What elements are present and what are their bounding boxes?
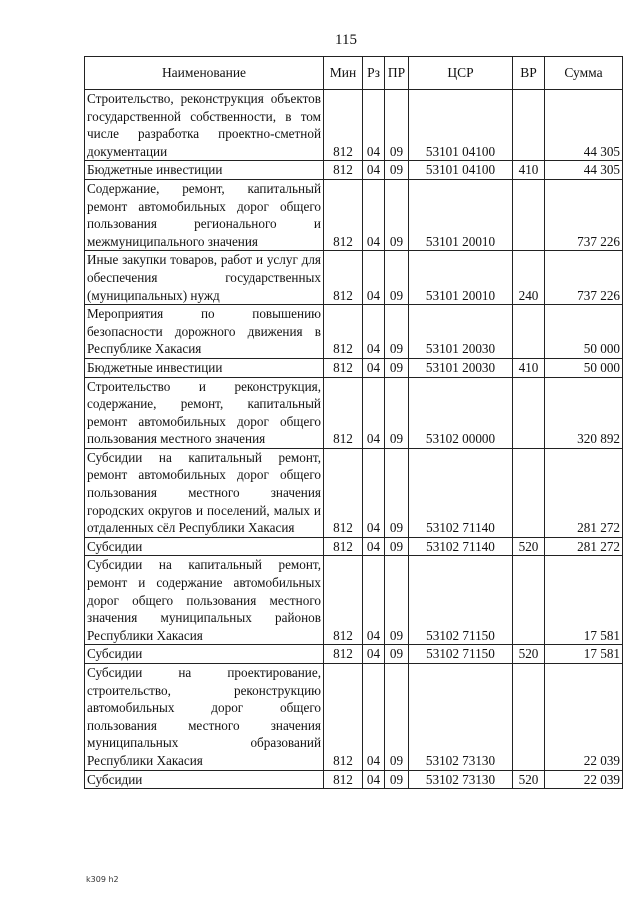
cell-rz: 04 [363, 90, 385, 161]
cell-name: Иные закупки товаров, работ и услуг для обеспечения государственных (муниципальных) нужд [85, 251, 324, 305]
table-row [85, 556, 623, 645]
cell-min: 812 [324, 537, 363, 556]
cell-pr: 09 [385, 448, 409, 537]
cell-name: Бюджетные инвестиции [85, 161, 324, 180]
cell-rz: 04 [363, 251, 385, 305]
cell-sum: 44 305 [545, 161, 623, 180]
cell-vr [513, 179, 545, 250]
table-row [85, 377, 623, 448]
table-row [85, 537, 623, 556]
table-row [85, 358, 623, 377]
cell-csr: 53102 73130 [409, 770, 513, 789]
cell-pr: 09 [385, 377, 409, 448]
cell-vr: 410 [513, 161, 545, 180]
cell-rz: 04 [363, 645, 385, 664]
cell-sum: 44 305 [545, 90, 623, 161]
cell-sum: 281 272 [545, 537, 623, 556]
cell-pr: 09 [385, 556, 409, 645]
header-min: Мин [324, 57, 363, 90]
cell-name: Бюджетные инвестиции [85, 358, 324, 377]
cell-pr: 09 [385, 179, 409, 250]
cell-vr [513, 448, 545, 537]
cell-pr: 09 [385, 90, 409, 161]
cell-vr [513, 305, 545, 359]
cell-pr: 09 [385, 664, 409, 771]
table-header-row [85, 57, 623, 90]
cell-sum: 17 581 [545, 556, 623, 645]
cell-name: Субсидии на проектирование, строительство, реконструкцию автомобильных дорог общего пользования местного значения муниципальных образований Республики Хакасия [85, 664, 324, 771]
cell-min: 812 [324, 179, 363, 250]
cell-min: 812 [324, 251, 363, 305]
cell-sum: 22 039 [545, 770, 623, 789]
cell-vr: 520 [513, 770, 545, 789]
table-row [85, 770, 623, 789]
cell-min: 812 [324, 358, 363, 377]
table-body [85, 90, 623, 789]
table-row [85, 305, 623, 359]
cell-name: Субсидии [85, 770, 324, 789]
header-pr: ПР [385, 57, 409, 90]
cell-csr: 53102 71140 [409, 448, 513, 537]
cell-vr [513, 664, 545, 771]
cell-sum: 737 226 [545, 251, 623, 305]
cell-name: Содержание, ремонт, капитальный ремонт автомобильных дорог общего пользования регионального и межмуниципального значения [85, 179, 324, 250]
cell-sum: 22 039 [545, 664, 623, 771]
cell-csr: 53101 04100 [409, 161, 513, 180]
page-number: 115 [335, 32, 357, 48]
cell-vr [513, 556, 545, 645]
cell-pr: 09 [385, 770, 409, 789]
cell-vr: 410 [513, 358, 545, 377]
cell-rz: 04 [363, 305, 385, 359]
cell-csr: 53101 20010 [409, 179, 513, 250]
cell-rz: 04 [363, 770, 385, 789]
header-vr: ВР [513, 57, 545, 90]
cell-vr: 520 [513, 645, 545, 664]
cell-vr: 240 [513, 251, 545, 305]
cell-min: 812 [324, 770, 363, 789]
cell-min: 812 [324, 90, 363, 161]
cell-csr: 53102 71150 [409, 556, 513, 645]
cell-csr: 53101 20030 [409, 358, 513, 377]
cell-csr: 53101 04100 [409, 90, 513, 161]
cell-rz: 04 [363, 161, 385, 180]
cell-min: 812 [324, 556, 363, 645]
cell-name: Субсидии на капитальный ремонт, ремонт и содержание автомобильных дорог общего пользования местного значения муниципальных районов Республики Хакасия [85, 556, 324, 645]
table-row [85, 251, 623, 305]
cell-rz: 04 [363, 179, 385, 250]
cell-name: Строительство, реконструкция объектов государственной собственности, в том числе разработка проектно-сметной документации [85, 90, 324, 161]
header-sum: Сумма [545, 57, 623, 90]
cell-min: 812 [324, 448, 363, 537]
budget-table [84, 56, 623, 789]
cell-min: 812 [324, 664, 363, 771]
cell-rz: 04 [363, 556, 385, 645]
cell-pr: 09 [385, 305, 409, 359]
cell-rz: 04 [363, 358, 385, 377]
cell-sum: 281 272 [545, 448, 623, 537]
cell-sum: 17 581 [545, 645, 623, 664]
cell-min: 812 [324, 377, 363, 448]
cell-pr: 09 [385, 358, 409, 377]
cell-name: Мероприятия по повышению безопасности дорожного движения в Республике Хакасия [85, 305, 324, 359]
cell-rz: 04 [363, 448, 385, 537]
table-row [85, 448, 623, 537]
cell-sum: 50 000 [545, 358, 623, 377]
cell-sum: 320 892 [545, 377, 623, 448]
cell-csr: 53101 20010 [409, 251, 513, 305]
table-row [85, 179, 623, 250]
cell-min: 812 [324, 161, 363, 180]
cell-vr [513, 90, 545, 161]
cell-pr: 09 [385, 251, 409, 305]
header-rz: Рз [363, 57, 385, 90]
cell-min: 812 [324, 645, 363, 664]
table-row [85, 90, 623, 161]
cell-csr: 53102 71140 [409, 537, 513, 556]
header-name: Наименование [85, 57, 324, 90]
cell-pr: 09 [385, 645, 409, 664]
table-row [85, 161, 623, 180]
cell-name: Субсидии на капитальный ремонт, ремонт автомобильных дорог общего пользования местного значения городских округов и поселений, малых и отдаленных сёл Республики Хакасия [85, 448, 324, 537]
cell-sum: 737 226 [545, 179, 623, 250]
cell-csr: 53102 73130 [409, 664, 513, 771]
cell-pr: 09 [385, 537, 409, 556]
cell-name: Субсидии [85, 645, 324, 664]
cell-min: 812 [324, 305, 363, 359]
cell-csr: 53102 71150 [409, 645, 513, 664]
cell-rz: 04 [363, 664, 385, 771]
cell-vr [513, 377, 545, 448]
cell-csr: 53101 20030 [409, 305, 513, 359]
cell-pr: 09 [385, 161, 409, 180]
footer-code: k309 h2 [86, 875, 119, 884]
cell-name: Субсидии [85, 537, 324, 556]
header-csr: ЦСР [409, 57, 513, 90]
cell-rz: 04 [363, 537, 385, 556]
cell-name: Строительство и реконструкция, содержание, ремонт, капитальный ремонт автомобильных дорог общего пользования местного значения [85, 377, 324, 448]
table-row [85, 645, 623, 664]
cell-csr: 53102 00000 [409, 377, 513, 448]
cell-vr: 520 [513, 537, 545, 556]
cell-rz: 04 [363, 377, 385, 448]
cell-sum: 50 000 [545, 305, 623, 359]
table-row [85, 664, 623, 771]
